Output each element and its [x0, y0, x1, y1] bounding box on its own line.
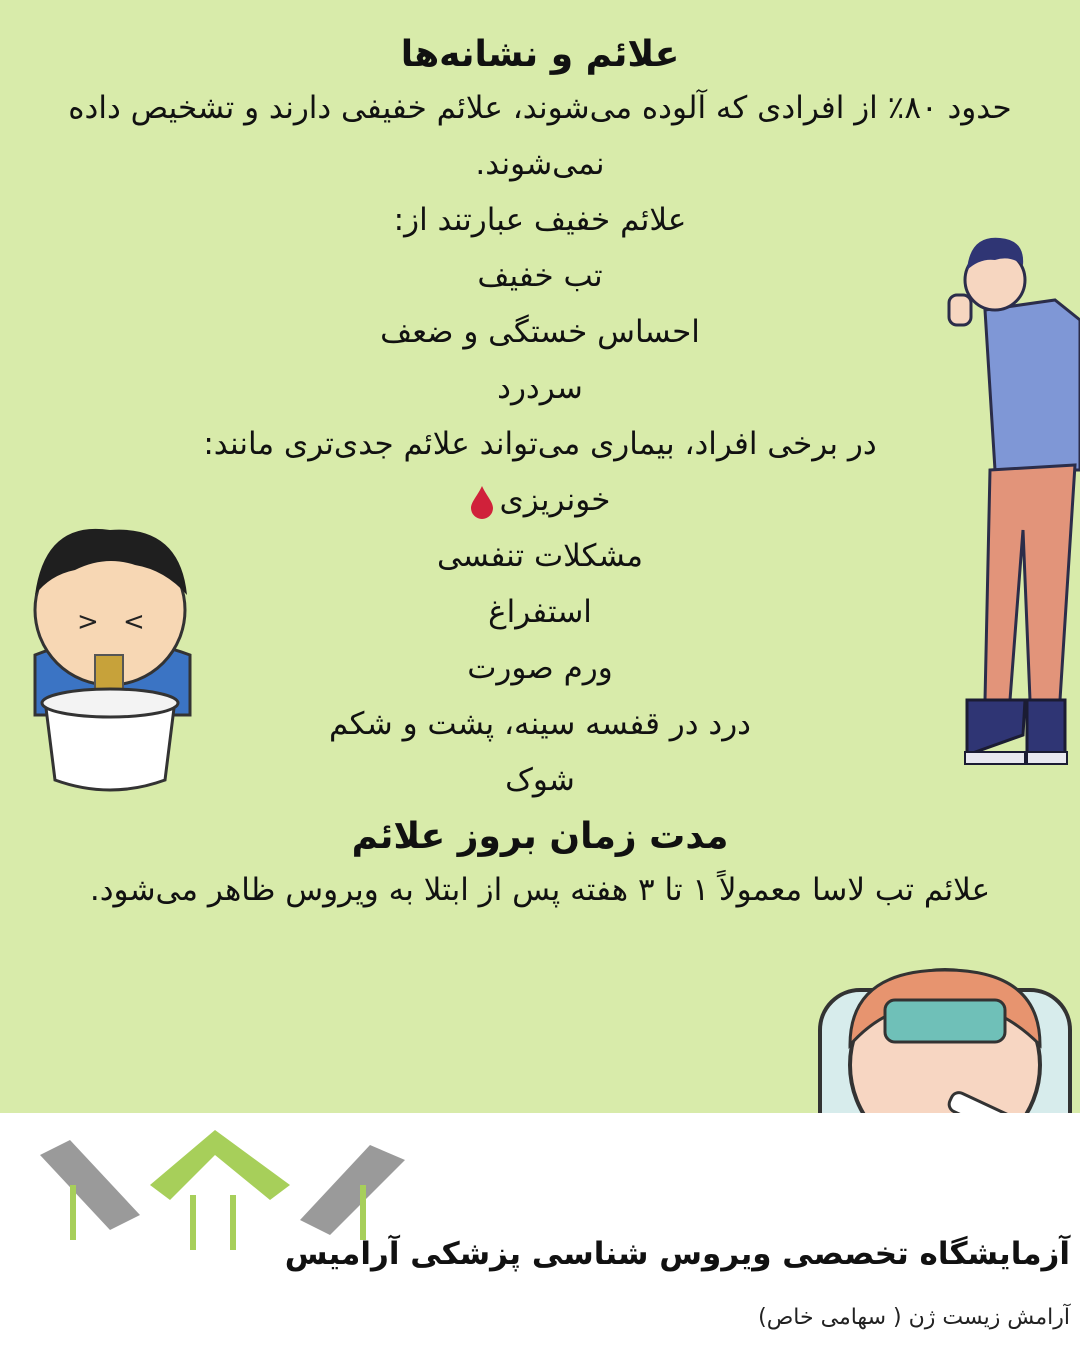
blood-drop-icon: [470, 485, 494, 519]
severe-symptom-item-bleeding: [0, 472, 1080, 528]
main-content: [0, 30, 1080, 918]
mild-symptom-item: احساس خستگی و ضعف: [380, 314, 700, 350]
symptoms-intro: حدود ۸۰٪ از افرادی که آلوده می‌شوند، علائم خفیفی دارند و تشخیص داده نمی‌شوند.: [68, 90, 1012, 182]
brand-name: آزمایشگاه تخصصی ویروس شناسی پزشکی آرامیس: [284, 1236, 1070, 1272]
severe-symptom-item: شوک: [505, 762, 575, 798]
mild-symptom-item: تب خفیف: [477, 258, 603, 294]
company-name: آرامش زیست ژن ( سهامی خاص): [758, 1305, 1070, 1330]
symptoms-title: علائم و نشانه‌ها: [400, 34, 680, 75]
severe-symptoms-intro: در برخی افراد، بیماری می‌تواند علائم جدی‌تری مانند:: [203, 426, 877, 462]
duration-title: مدت زمان بروز علائم: [351, 816, 729, 857]
severe-symptom-item: مشکلات تنفسی: [436, 538, 644, 574]
svg-text:>: >: [77, 607, 99, 637]
severe-symptom-label: خونریزی: [499, 482, 611, 518]
severe-symptom-item: ورم صورت: [467, 650, 613, 686]
svg-text:<: <: [123, 607, 145, 637]
mild-symptoms-intro: علائم خفیف عبارتند از:: [393, 202, 687, 238]
mild-symptom-item: سردرد: [497, 370, 583, 406]
severe-symptom-item: استفراغ: [488, 594, 592, 630]
duration-text: علائم تب لاسا معمولاً ۱ تا ۳ هفته پس از ابتلا به ویروس ظاهر می‌شود.: [89, 872, 991, 908]
severe-symptom-item: درد در قفسه سینه، پشت و شکم: [329, 706, 751, 742]
